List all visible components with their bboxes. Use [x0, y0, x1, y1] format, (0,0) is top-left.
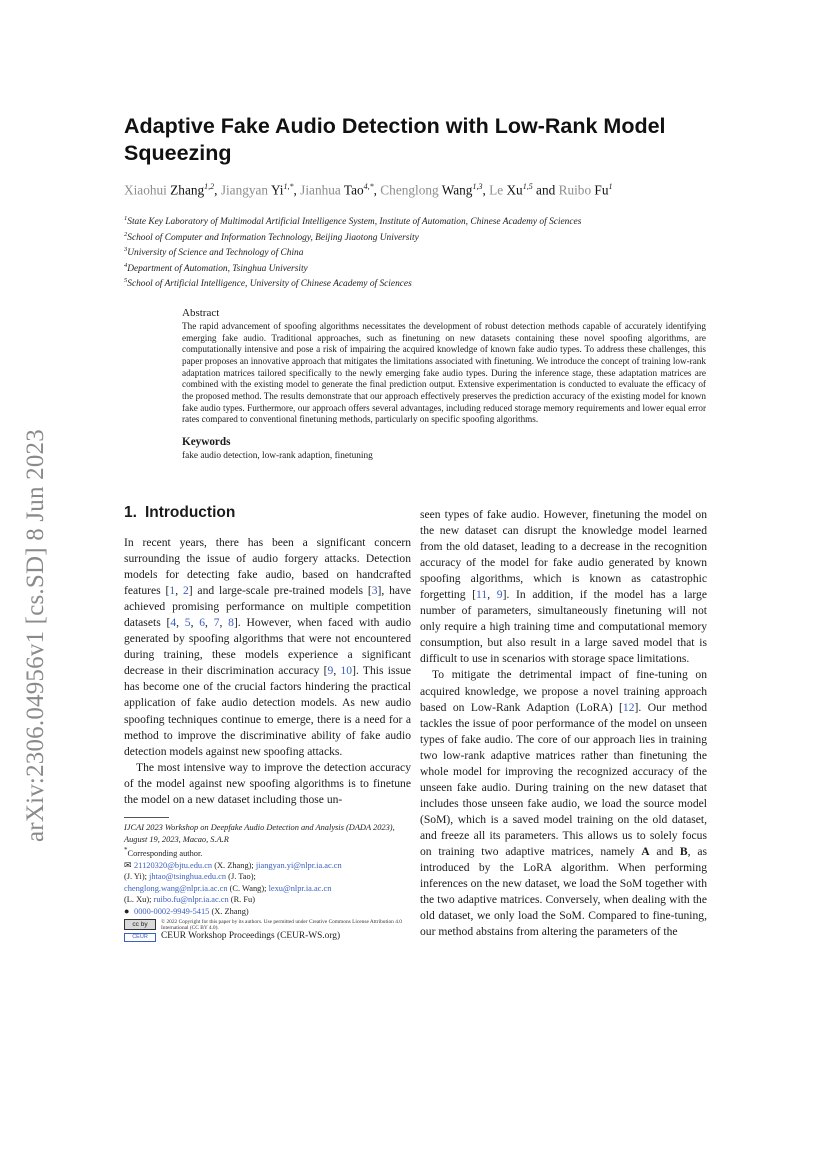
email-owner: (J. Yi); [124, 872, 150, 882]
author-given-name: Le [489, 182, 504, 198]
footnotes [124, 822, 414, 943]
affiliation-text: Department of Automation, Tsinghua University [127, 263, 308, 274]
ceur-row [124, 931, 414, 943]
body-paragraph [420, 507, 707, 667]
abstract-heading: Abstract [182, 307, 220, 319]
body-paragraph [420, 667, 707, 940]
affiliation-text: University of Science and Technology of China [127, 248, 304, 259]
email-link[interactable]: chenglong.wang@nlpr.ia.ac.cn [124, 883, 228, 893]
citation-link[interactable]: 5 [184, 616, 191, 630]
affiliation-number: 5 [124, 277, 128, 284]
email-link[interactable]: jhtao@tsinghua.edu.cn [149, 872, 227, 882]
author-separator: , [373, 182, 381, 198]
paragraph-text: , [219, 616, 229, 630]
author-affiliation-marker: 1,* [283, 182, 294, 191]
paragraph-text: , as introduced by the LoRA algorithm. When performing inferences on the new dataset, we load the SoM together with the two adaptive matrices. Conversely, when dealing with the old dataset, we only load the SoM. Compared to fine-tuning, our method abstains from altering the parameters of the [420, 844, 707, 939]
citation-link[interactable]: 10 [340, 664, 353, 678]
section-title: Introduction [144, 504, 236, 521]
author-given-name: Xiaohui [124, 182, 167, 198]
email-line [124, 860, 414, 872]
paragraph-text: , [190, 616, 200, 630]
ceur-close: ) [336, 931, 341, 942]
keywords-heading: Keywords [182, 435, 231, 448]
paragraph-text: ]. In addition, if the model has a large number of parameters, simultaneously finetuning will not only require a high training time and computational memory consumption, but also result in a large saved model that is difficult to use in scenarios with storage space limitations. [420, 588, 707, 666]
ceur-proceedings [161, 931, 340, 943]
license-row [124, 919, 414, 932]
affiliation-text: State Key Laboratory of Multimodal Artificial Intelligence System, Institute of Automation, Chinese Academy of Sciences [127, 217, 582, 228]
matrix-symbol: A [641, 844, 650, 858]
affiliation-number: 4 [124, 261, 128, 269]
author-affiliation-marker: 1,2 [204, 182, 215, 191]
affiliation-line [124, 242, 724, 258]
author-family-name: Yi [270, 182, 284, 198]
section-heading-introduction [124, 503, 411, 523]
abstract-section [182, 307, 706, 462]
body-paragraph [124, 535, 411, 760]
orcid-icon: ● [124, 905, 130, 916]
author-family-name: Tao [343, 182, 364, 198]
section-number: 1. [124, 504, 137, 521]
affiliation-line [124, 211, 724, 227]
left-column [124, 503, 411, 808]
author-separator: , [482, 182, 490, 198]
author-affiliation-marker: 1 [608, 182, 613, 191]
corresponding-footnote: *Corresponding author. [124, 846, 203, 858]
email-owner: (J. Tao); [226, 872, 256, 882]
author-affiliation-marker: 1,5 [522, 182, 533, 191]
paragraph-text: seen types of fake audio. However, finetuning the model on the new dataset can disrupt the knowledge model learned from the old dataset, leading to a decrease in the recognition accuracy of the model for fake audio generated by known spoofing algorithms, which is known as catastrophic forgetting [ [420, 508, 707, 602]
affiliation-line [124, 227, 724, 243]
author-affiliation-marker: 1,3 [472, 182, 483, 191]
email-link[interactable]: ruibo.fu@nlpr.ia.ac.cn [153, 895, 229, 905]
author-given-name: Jianhua [300, 182, 341, 198]
author-family-name: Zhang [170, 182, 205, 198]
author-separator: and [532, 182, 559, 198]
paragraph-text: ]. This issue has become one of the crucial factors hindering the practical application of fake audio detection models. As new audio spoofing techniques continue to emerge, there is a need for a method to improve the discriminative ability of fake audio detection models against new spoofing attacks. [124, 664, 411, 758]
corresponding-text: Corresponding author. [127, 848, 203, 858]
email-owner: (L. Xu); [124, 895, 154, 905]
affiliation-text: School of Artificial Intelligence, University of Chinese Academy of Sciences [127, 279, 412, 290]
abstract-text: The rapid advancement of spoofing algorithms necessitates the development of robust detection methods capable of accurately identifying emerging fake audio. Traditional approaches, such as finetuning on new datasets containing these novel spoofing algorithms, are computationally intensive and pose a risk of impairing the acquired knowledge of known fake audio types. To address these challenges, this paper proposes an innovative approach that mitigates the limitations associated with finetuning. We introduce the concept of training low-rank adaptation matrices tailored specifically to the newly emerging fake audio types. During the inference stage, these adaptation matrices are combined with the existing model to generate the final prediction output. Extensive experimentation is conducted to evaluate the efficacy of the proposed method. The results demonstrate that our approach effectively preserves the prediction accuracy of the existing model for known fake audio types. Furthermore, our approach offers several advantages, including reduced storage memory requirements and lower equal error rates compared to conventional finetuning methods, particularly on specific spoofing algorithms. [182, 321, 706, 425]
citation-link[interactable]: 6 [199, 616, 206, 630]
citation-link[interactable]: 9 [496, 588, 503, 602]
email-owner: (X. Zhang); [212, 860, 256, 870]
affiliation-number: 1 [124, 215, 128, 222]
paragraph-text: ]. However, when faced with audio generated by spoofing algorithms that were not encountered during training, these models experience a significant decrease in their discrimination accuracy [ [124, 616, 411, 678]
author-family-name: Xu [506, 182, 523, 198]
arxiv-identifier-stamp: arXiv:2306.04956v1 [cs.SD] 8 Jun 2023 [22, 429, 49, 842]
email-owner: (C. Wang); [227, 883, 269, 893]
citation-link[interactable]: 12 [622, 700, 635, 714]
email-link[interactable]: jiangyan.yi@nlpr.ia.ac.cn [255, 860, 342, 870]
affiliation-number: 2 [124, 230, 128, 238]
paragraph-text: , [175, 584, 183, 598]
paragraph-text: The most intensive way to improve the detection accuracy of the model against new spoofing algorithms is to finetune the model on a new dataset including those un- [124, 760, 411, 806]
orcid-line [124, 906, 414, 918]
paragraph-text: ], have achieved promising performance on multiple competition datasets [ [124, 584, 412, 630]
ceur-link[interactable]: CEUR-WS.org [280, 931, 337, 942]
citation-link[interactable]: 8 [228, 616, 234, 630]
author-given-name: Jiangyan [220, 182, 269, 198]
affiliation-list [124, 211, 724, 289]
email-line [124, 871, 414, 883]
cc-by-license-icon: cc by [124, 919, 156, 930]
paragraph-text: , [176, 616, 185, 630]
citation-link[interactable]: 11 [476, 588, 488, 602]
right-column-body [420, 507, 707, 940]
paragraph-text: In recent years, there has been a significant concern surrounding the issue of audio forgery attacks. Detection models for detecting fake audio, based on handcrafted features [ [124, 536, 411, 598]
citation-link[interactable]: 2 [182, 584, 189, 598]
author-given-name: Ruibo [558, 182, 592, 198]
author-family-name: Fu [594, 182, 609, 198]
citation-link[interactable]: 9 [327, 664, 334, 678]
email-owner: (R. Fu) [228, 895, 255, 905]
email-line [124, 883, 414, 895]
keywords-text: fake audio detection, low-rank adaption, finetuning [182, 450, 373, 461]
ceur-label: CEUR Workshop Proceedings ( [161, 931, 281, 942]
author-given-name: Chenglong [380, 182, 439, 198]
orcid-link[interactable]: 0000-0002-9949-5415 [134, 906, 210, 916]
copyright-text: © 2022 Copyright for this paper by its authors. Use permitted under Creative Commons License Attribution 4.0 International (CC BY 4.0). [161, 918, 402, 931]
affiliation-line [124, 258, 724, 274]
paragraph-text: and [649, 844, 680, 858]
paragraph-text: ]. Our method tackles the issue of poor performance of the model on unseen types of fake audio. The core of our approach lies in training two low-rank adaptive matrices rather than finetuning the whole model for improving the recognized accuracy of the unseen fake audio. During training on the new dataset that includes those unseen fake audio, we load the source model (SoM), which is a saved model training on the old dataset, and freeze all its parameters. This allows us to solely focus on training two adaptive matrices, namely [420, 700, 707, 858]
envelope-icon: ✉ [124, 859, 132, 870]
paragraph-text: , [487, 588, 497, 602]
author-separator: , [214, 182, 221, 198]
email-link[interactable]: lexu@nlpr.ia.ac.cn [268, 883, 332, 893]
paragraph-text: To mitigate the detrimental impact of fine-tuning on acquired knowledge, we propose a novel training approach based on Low-Rank Adaption (LoRA) [ [420, 668, 707, 714]
paragraph-text: , [205, 616, 214, 630]
author-affiliation-marker: 4,* [363, 182, 374, 191]
citation-link[interactable]: 3 [371, 584, 378, 598]
left-column-body [124, 535, 411, 808]
author-family-name: Wang [441, 182, 473, 198]
matrix-symbol: B [679, 844, 688, 858]
citation-link[interactable]: 7 [213, 616, 220, 630]
affiliation-number: 3 [124, 246, 128, 253]
affiliation-text: School of Computer and Information Technology, Beijing Jiaotong University [127, 232, 419, 243]
citation-link[interactable]: 4 [170, 616, 177, 630]
email-line [124, 894, 414, 906]
email-link[interactable]: 21120320@bjtu.edu.cn [134, 860, 213, 870]
author-list [124, 178, 724, 199]
paragraph-text: , [333, 664, 341, 678]
orcid-owner: (X. Zhang) [209, 906, 249, 916]
footnote-divider [124, 817, 169, 818]
paragraph-text: ] and large-scale pre-trained models [ [188, 584, 372, 598]
author-separator: , [293, 182, 301, 198]
citation-link[interactable]: 1 [169, 584, 176, 598]
venue-footnote: IJCAI 2023 Workshop on Deepfake Audio Detection and Analysis (DADA 2023), August 19, 2023, Macao, S.A.R [124, 823, 395, 844]
affiliation-line [124, 273, 724, 289]
body-paragraph [124, 760, 411, 808]
paper-title: Adaptive Fake Audio Detection with Low-Rank Model Squeezing [124, 114, 666, 165]
ceur-logo-icon: CEUR [124, 933, 156, 942]
right-column [420, 507, 707, 940]
